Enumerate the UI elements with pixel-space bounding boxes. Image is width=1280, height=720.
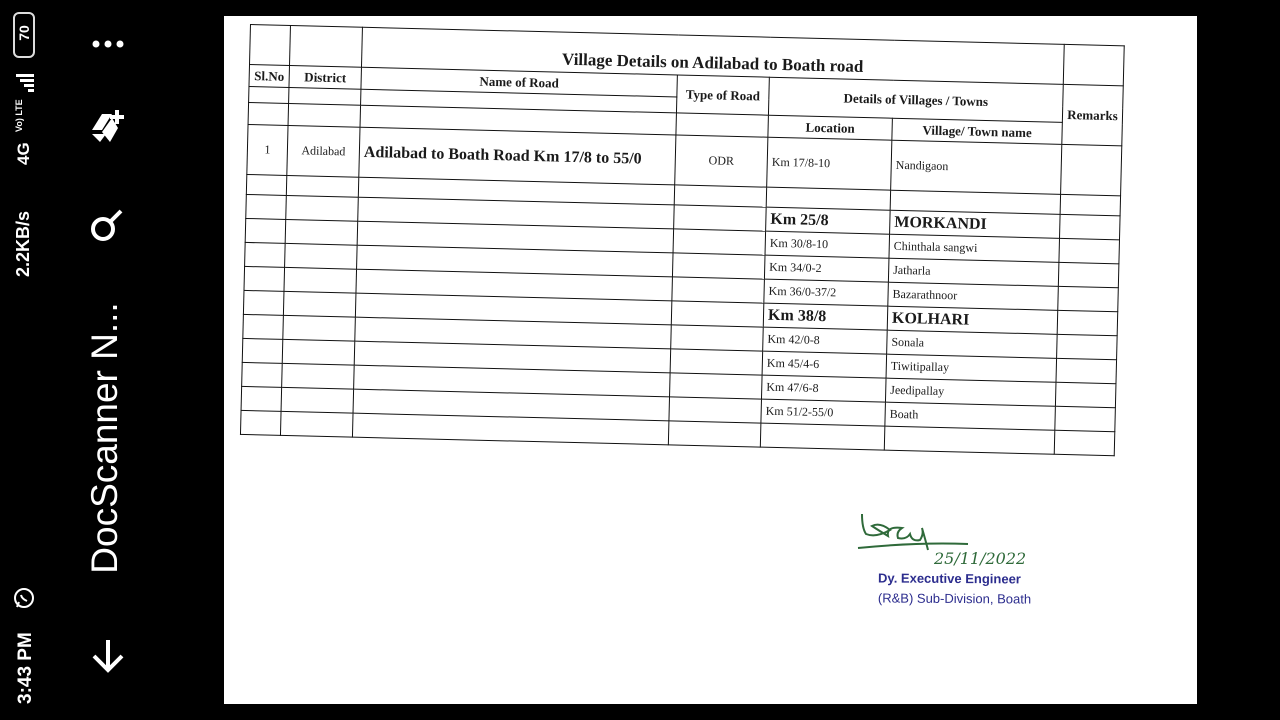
cell-sl-no: 1: [247, 124, 288, 175]
network-speed: 2.2KB/s: [13, 210, 33, 277]
battery-level: 70: [16, 25, 32, 41]
village-details-table: [240, 24, 1125, 456]
cell-location: Km 42/0-8: [763, 327, 888, 354]
cell-road-name: Adilabad to Boath Road Km 17/8 to 55/0: [359, 127, 676, 185]
scanned-document: [224, 16, 1197, 704]
search-icon: [88, 204, 128, 244]
header-district: District: [289, 65, 362, 89]
more-vertical-icon: [88, 24, 128, 64]
arrow-back-icon: [88, 636, 128, 676]
header-remarks: Remarks: [1062, 84, 1123, 145]
cell-village: Tiwitipallay: [886, 354, 1057, 382]
header-location: Location: [768, 115, 893, 140]
cell-location: Km 45/4-6: [762, 351, 887, 378]
status-time: 3:43 PM: [15, 632, 36, 704]
stamp-designation: Dy. Executive Engineer: [878, 570, 1021, 587]
signature-mark: [854, 504, 1034, 574]
signature-date: 25/11/2022: [934, 549, 1027, 568]
cell-village: Chinthala sangwi: [889, 234, 1060, 262]
cell-location: Km 47/6-8: [761, 375, 886, 402]
search-button[interactable]: [88, 204, 128, 244]
header-sl-no: Sl.No: [249, 65, 290, 88]
cell-village: Boath: [885, 402, 1056, 430]
cell-village: Jeedipallay: [885, 378, 1056, 406]
official-stamp: [878, 568, 1031, 609]
cell-village: Nandigaon: [891, 140, 1062, 194]
signal-strength-icon: [14, 72, 36, 94]
more-options-button[interactable]: [88, 24, 128, 64]
header-villages-group: Details of Villages / Towns: [768, 77, 1063, 122]
network-type: 4G: [14, 142, 33, 165]
cell-location: Km 17/8-10: [767, 137, 892, 190]
add-to-drive-button[interactable]: [88, 106, 128, 146]
cell-location: Km 30/8-10: [765, 231, 890, 258]
battery-icon: [13, 12, 35, 58]
cell-location: Km 25/8: [766, 207, 891, 234]
cell-location: Km 51/2-55/0: [761, 399, 886, 426]
header-village-name: Village/ Town name: [892, 118, 1062, 144]
cell-location: Km 38/8: [763, 303, 888, 330]
stamp-office: (R&B) Sub-Division, Boath: [877, 590, 1032, 607]
app-title: DocScanner N...: [84, 302, 125, 574]
document-title: Village Details on Adilabad to Boath road: [361, 27, 1064, 84]
drive-add-icon: [88, 106, 128, 146]
header-road-type: Type of Road: [676, 75, 769, 115]
back-button[interactable]: [88, 636, 128, 676]
header-road-name: Name of Road: [361, 67, 677, 97]
cell-village: Bazarathnoor: [888, 282, 1059, 310]
cell-district: Adilabad: [287, 125, 360, 177]
cell-village: Jatharla: [888, 258, 1059, 286]
volte-indicator: Vo) LTE: [14, 99, 24, 132]
cell-village: Sonala: [887, 330, 1058, 358]
cell-location: Km 36/0-37/2: [764, 279, 889, 306]
cell-road-type: ODR: [675, 135, 768, 187]
cell-village: KOLHARI: [887, 306, 1058, 334]
cell-location: Km 34/0-2: [764, 255, 889, 282]
whatsapp-notification-icon: [12, 586, 36, 610]
cell-village: MORKANDI: [890, 210, 1061, 238]
